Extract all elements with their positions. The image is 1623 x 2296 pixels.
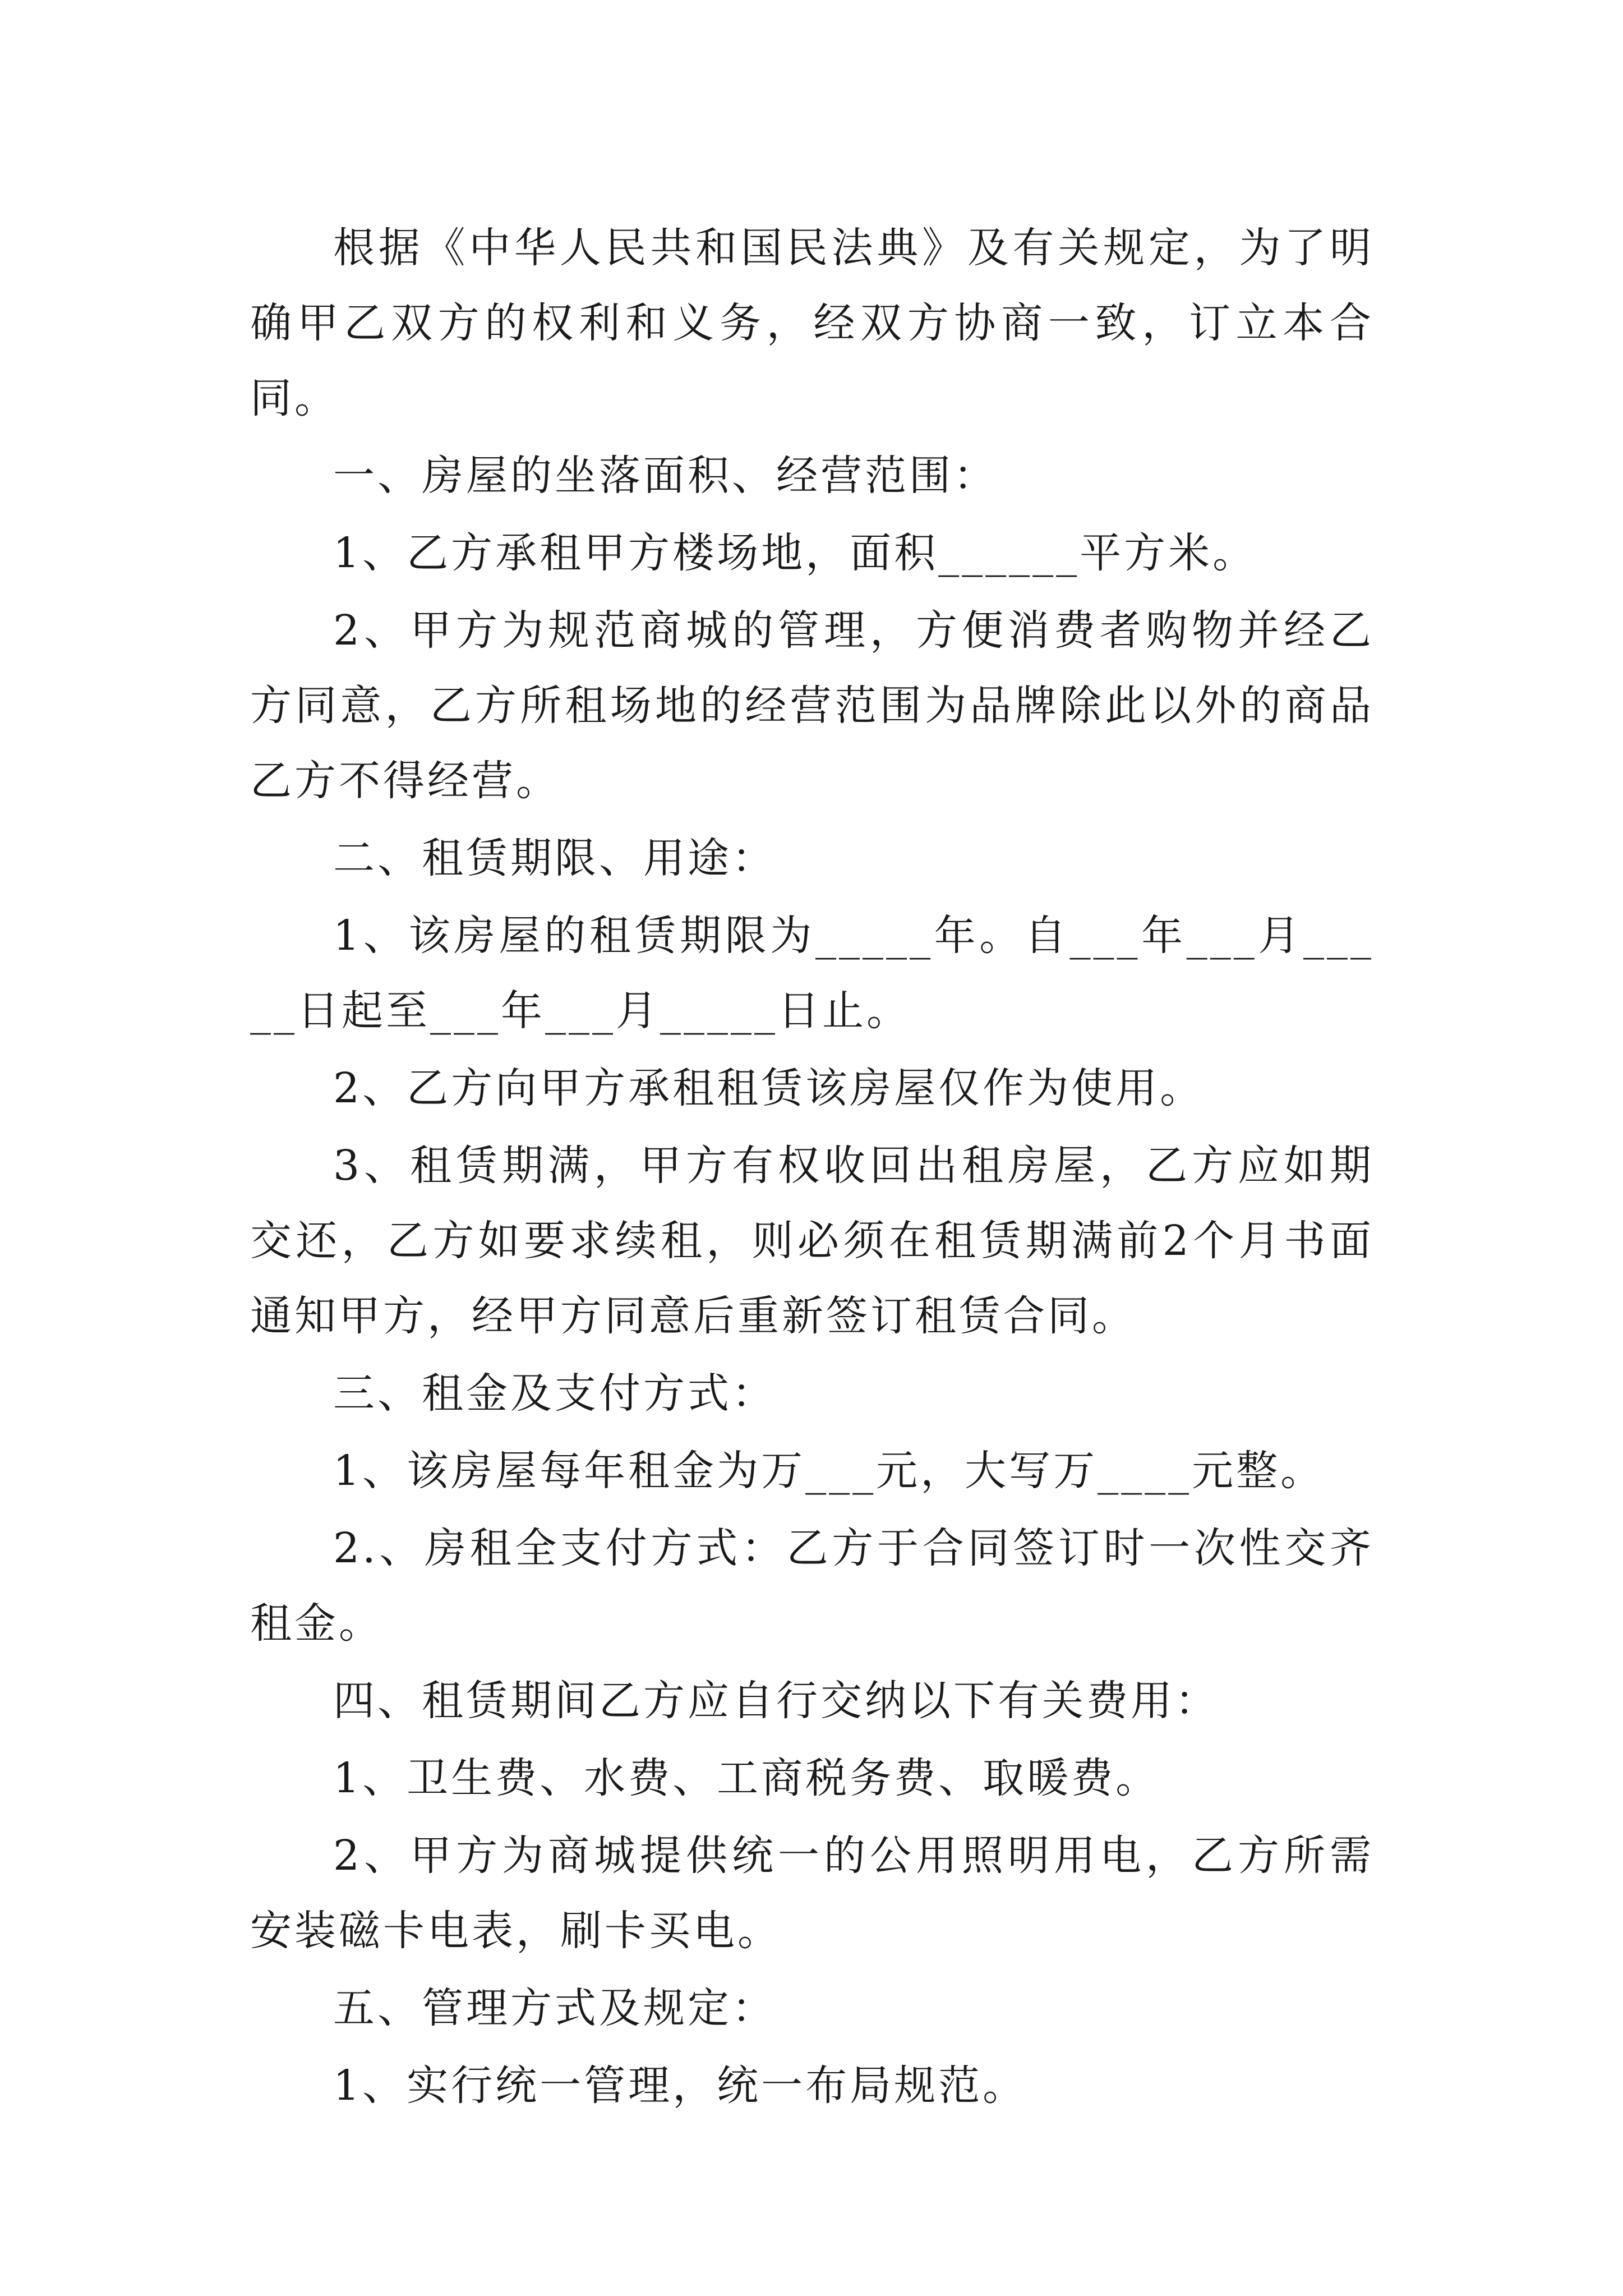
section-heading-3: 三、租金及支付方式：	[333, 1369, 776, 1418]
clause-3-1: 1、该房屋每年租金为万___元，大写万____元整。	[333, 1447, 1325, 1495]
clause-2-2: 2、乙方向甲方承租租赁该房屋仅作为使用。	[333, 1064, 1205, 1112]
section-heading-2: 二、租赁期限、用途：	[333, 834, 776, 882]
section-heading-5: 五、管理方式及规定：	[333, 1984, 776, 2032]
paragraph-preamble: 根据《中华人民共和国民法典》及有关规定，为了明确甲乙双方的权利和义务，经双方协商一致，订立本合同。	[250, 224, 1374, 422]
clause-2-3: 3、租赁期满，甲方有权收回出租房屋，乙方应如期交还，乙方如要求续租，则必须在租赁期满前2个月书面通知甲方，经甲方同意后重新签订租赁合同。	[250, 1142, 1374, 1340]
clause-5-1: 1、实行统一管理，统一布局规范。	[333, 2062, 1027, 2110]
clause-4-2: 2、甲方为商城提供统一的公用照明用电，乙方所需安装磁卡电表，刷卡买电。	[250, 1832, 1374, 1955]
clause-2-1: 1、该房屋的租赁期限为_____年。自___年___月_____日起至___年___月_____日止。	[250, 912, 1374, 1035]
clause-4-1: 1、卫生费、水费、工商税务费、取暖费。	[333, 1754, 1160, 1802]
clause-1-1: 1、乙方承租甲方楼场地，面积______平方米。	[333, 529, 1257, 577]
clause-3-2: 2.、房租全支付方式：乙方于合同签订时一次性交齐租金。	[250, 1524, 1374, 1648]
section-heading-1: 一、房屋的坐落面积、经营范围：	[333, 452, 998, 500]
section-heading-4: 四、租赁期间乙方应自行交纳以下有关费用：	[333, 1677, 1219, 1725]
document-body	[250, 210, 1374, 2125]
clause-1-2: 2、甲方为规范商城的管理，方便消费者购物并经乙方同意，乙方所租场地的经营范围为品牌除此以外的商品乙方不得经营。	[250, 606, 1374, 805]
